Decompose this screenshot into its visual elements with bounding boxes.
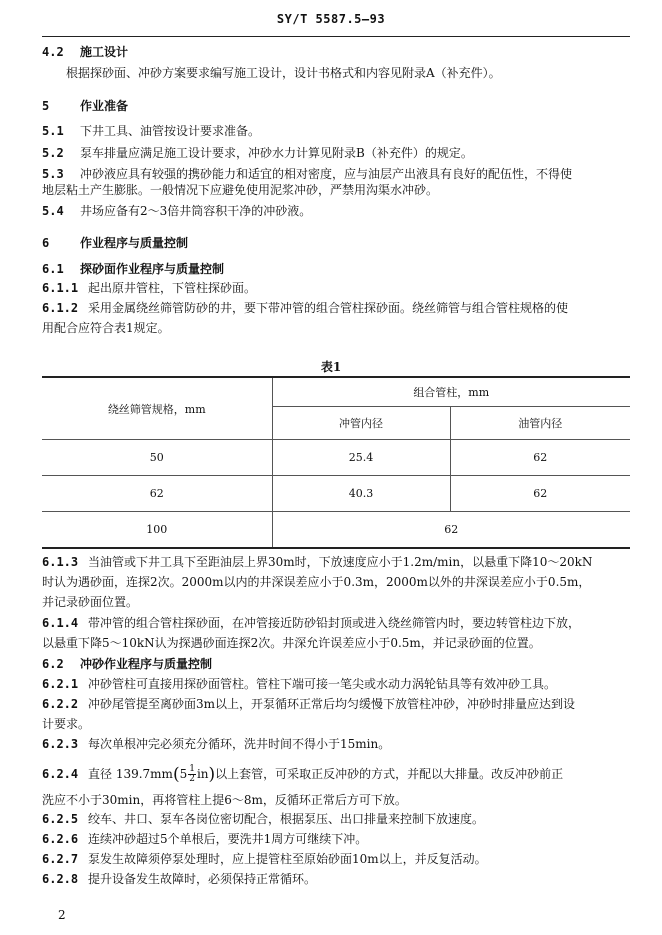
table-row — [42, 476, 630, 512]
section-title: 冲砂作业程序与质量控制 — [80, 657, 213, 671]
section-number: 4.2 — [42, 45, 64, 59]
clause-text: 带冲管的组合管柱探砂面，在冲管接近防砂铅封顶或进入绕丝筛管内时，要边转管柱边下放， — [88, 616, 581, 630]
section-6-2-8 — [42, 872, 316, 887]
cell-screen: 50 — [42, 440, 272, 476]
table-row — [42, 512, 630, 549]
clause-number: 6.2.1 — [42, 677, 79, 691]
clause-text: 泵车排量应满足施工设计要求，冲砂水力计算见附录B（补充件）的规定。 — [80, 146, 473, 160]
section-6-2-4 — [42, 761, 563, 788]
section-6-1-heading — [42, 262, 224, 277]
section-5-1 — [42, 124, 260, 139]
clause-text: 起出原井管柱，下管柱探砂面。 — [88, 281, 257, 295]
cell-screen: 100 — [42, 512, 272, 549]
clause-number: 6.2.4 — [42, 767, 79, 781]
clause-number: 5.4 — [42, 204, 64, 218]
clause-text: 采用金属绕丝筛管防砂的井，要下带冲管的组合管柱探砂面。绕丝筛管与组合管柱规格的使 — [88, 301, 569, 315]
section-6-2-heading — [42, 657, 212, 672]
section-6-2-2-cont: 计要求。 — [42, 717, 91, 731]
fraction — [188, 765, 196, 784]
inch-unit: in — [196, 767, 209, 781]
section-number: 6.1 — [42, 262, 64, 276]
clause-number: 6.2.3 — [42, 737, 79, 751]
section-6-1-3 — [42, 555, 592, 570]
clause-number: 6.2.7 — [42, 852, 79, 866]
cell-tubing: 62 — [450, 440, 630, 476]
section-number: 6.2 — [42, 657, 64, 671]
clause-number: 5.2 — [42, 146, 64, 160]
section-number: 5 — [42, 99, 50, 113]
section-6-2-4-cont: 洗应不小于30min，再将管柱上提6～8m，反循环正常后方可下放。 — [42, 793, 407, 807]
section-6-2-6 — [42, 832, 367, 847]
inch-whole: 5 — [179, 767, 188, 781]
section-title: 作业程序与质量控制 — [80, 236, 189, 250]
section-6-2-7 — [42, 852, 487, 867]
clause-text: 当油管或下井工具下至距油层上界30m时，下放速度应小于1.2m/min，以悬重下降10～20kN — [88, 555, 593, 569]
col-header-tubing: 油管内径 — [450, 407, 630, 440]
doc-header: SY/T 5587.5—93 — [276, 12, 386, 26]
section-6-2-1 — [42, 677, 556, 692]
clause-number: 6.2.5 — [42, 812, 79, 826]
section-6-1-4-cont: 以悬重下降5～10kN认为探遇砂面连探2次。井深允许误差应小于0.5m，并记录砂面的位置。 — [42, 636, 541, 650]
clause-number: 5.1 — [42, 124, 64, 138]
clause-number: 5.3 — [42, 167, 64, 181]
clause-text: 提升设备发生故障时，必须保持正常循环。 — [88, 872, 317, 886]
spec-table — [42, 376, 630, 549]
clause-text-pre: 直径 139.7mm — [88, 767, 173, 781]
cell-tubing: 62 — [450, 476, 630, 512]
paren-close-icon: ) — [208, 764, 216, 785]
section-6-1-2-cont: 用配合应符合表1规定。 — [42, 321, 170, 335]
clause-number: 6.1.4 — [42, 616, 79, 630]
clause-text: 冲砂液应具有较强的携砂能力和适宜的相对密度，应与油层产出液具有良好的配伍性，不得使 — [80, 167, 573, 181]
section-6-heading — [42, 236, 188, 251]
section-title: 施工设计 — [80, 45, 129, 59]
clause-number: 6.1.1 — [42, 281, 79, 295]
clause-text: 绞车、井口、泵车各岗位密切配合，根据泵压、出口排量来控制下放速度。 — [88, 812, 485, 826]
clause-number: 6.2.8 — [42, 872, 79, 886]
clause-text: 冲砂管柱可直接用探砂面管柱。管柱下端可接一笔尖或水动力涡轮钻具等有效冲砂工具。 — [88, 677, 557, 691]
cell-wash-pipe: 40.3 — [272, 476, 450, 512]
paren-open-icon: ( — [172, 764, 180, 785]
clause-text: 井场应备有2～3倍井筒容积干净的冲砂液。 — [80, 204, 312, 218]
section-number: 6 — [42, 236, 50, 250]
section-5-3-cont: 地层粘土产生膨胀。一般情况下应避免使用泥浆冲砂，严禁用沟渠水冲砂。 — [42, 183, 439, 197]
section-title: 作业准备 — [80, 99, 129, 113]
page-number: 2 — [58, 908, 66, 922]
col-header-wash-pipe: 冲管内径 — [272, 407, 450, 440]
section-6-2-2 — [42, 697, 575, 712]
table-row — [42, 440, 630, 476]
clause-number: 6.2.2 — [42, 697, 79, 711]
clause-text-post: 以上套管，可采取正反冲砂的方式，并配以大排量。改反冲砂前正 — [215, 767, 564, 781]
clause-text: 下井工具、油管按设计要求准备。 — [80, 124, 261, 138]
section-6-1-2 — [42, 301, 568, 316]
section-6-1-4 — [42, 616, 580, 631]
section-title: 探砂面作业程序与质量控制 — [80, 262, 225, 276]
clause-text: 泵发生故障须停泵处理时，应上提管柱至原始砂面10m以上，并反复活动。 — [88, 852, 487, 866]
table-caption: 表1 — [320, 360, 342, 374]
section-4-2-heading — [42, 45, 128, 60]
cell-screen: 62 — [42, 476, 272, 512]
cell-merged: 62 — [272, 512, 630, 549]
section-4-2-body: 根据探砂面、冲砂方案要求编写施工设计，设计书格式和内容见附录A（补充件）。 — [66, 66, 501, 80]
section-6-2-3 — [42, 737, 390, 752]
table-header-row — [42, 377, 630, 407]
section-5-heading — [42, 99, 128, 114]
section-5-4 — [42, 204, 311, 219]
clause-text: 连续冲砂超过5个单根后，要洗井1周方可继续下冲。 — [88, 832, 368, 846]
clause-number: 6.1.2 — [42, 301, 79, 315]
col-header-screen: 绕丝筛管规格，mm — [42, 377, 272, 440]
section-6-2-5 — [42, 812, 484, 827]
section-6-1-3-cont2: 并记录砂面位置。 — [42, 595, 139, 609]
clause-text: 冲砂尾管提至离砂面3m以上，开泵循环正常后均匀缓慢下放管柱冲砂，冲砂时排量应达到设 — [88, 697, 576, 711]
section-5-2 — [42, 146, 473, 161]
section-6-1-1 — [42, 281, 256, 296]
fraction-denominator: 2 — [189, 774, 195, 784]
cell-wash-pipe: 25.4 — [272, 440, 450, 476]
fraction-numerator: 1 — [189, 764, 195, 774]
clause-number: 6.2.6 — [42, 832, 79, 846]
clause-number: 6.1.3 — [42, 555, 79, 569]
section-5-3 — [42, 167, 572, 182]
clause-text: 每次单根冲完必须充分循环，洗井时间不得小于15min。 — [88, 737, 391, 751]
header-rule — [42, 36, 630, 37]
col-header-group: 组合管柱，mm — [272, 377, 630, 407]
section-6-1-3-cont1: 时认为遇砂面，连探2次。2000m以内的井深误差应小于0.3m，2000m以外的井深误差应小于0.5m， — [42, 575, 591, 589]
